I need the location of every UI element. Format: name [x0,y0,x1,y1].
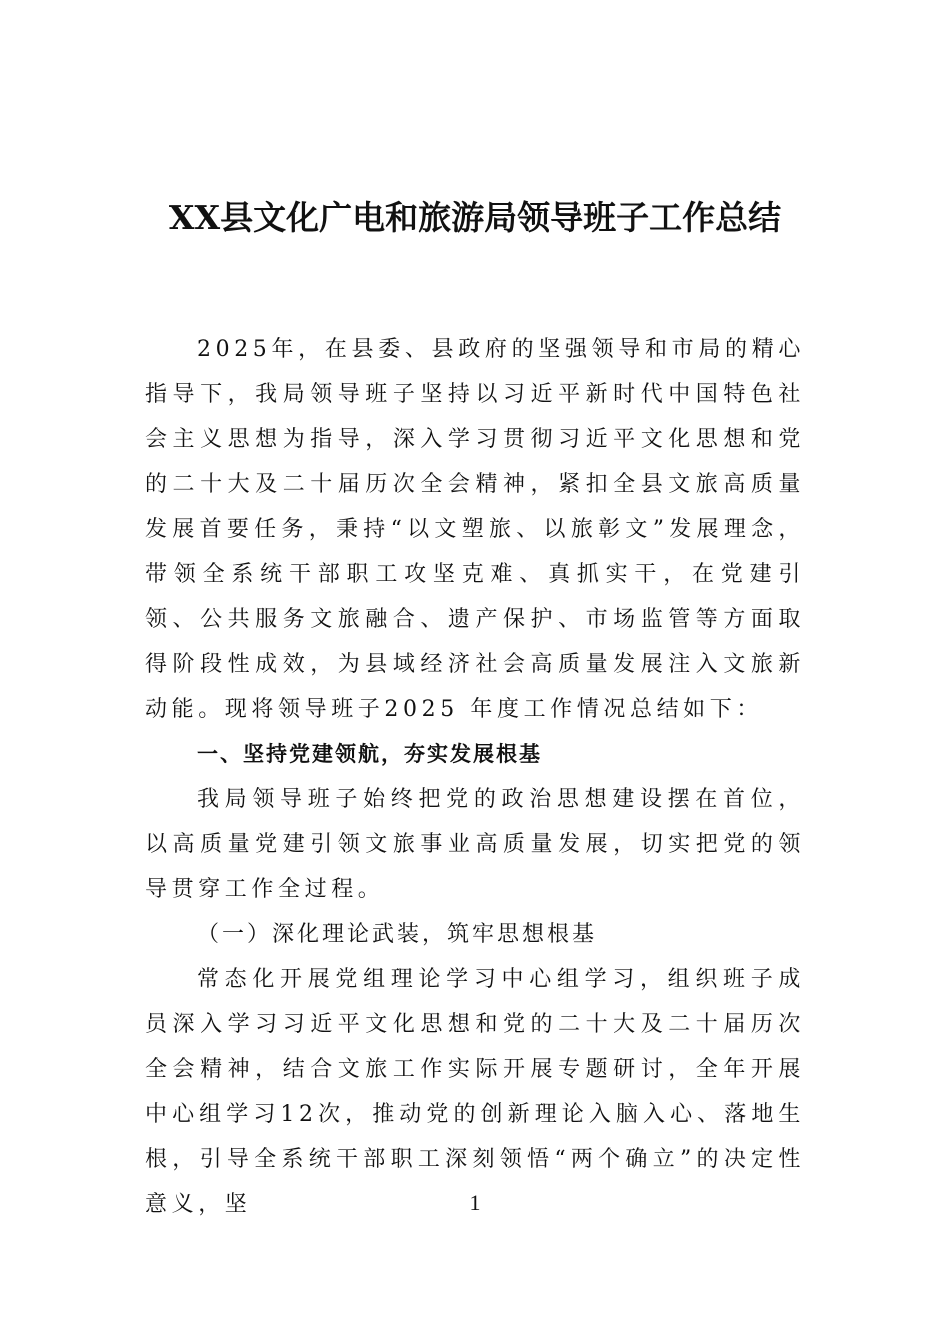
subsection-heading: （一）深化理论武装，筑牢思想根基 [197,922,598,947]
document-title: XX县文化广电和旅游局领导班子工作总结 [168,198,782,237]
document-body [145,327,805,1227]
subsection-paragraph: 常态化开展党组理论学习中心组学习，组织班子成员深入学习习近平文化思想和党的二十大及二十届历次全会精神，结合文旅工作实际开展专题研讨，全年开展中心组学习12次，推动党的创新理论入脑入心、落地生根，引导全系统干部职工深刻领悟“两个确立”的决定性意义，坚 [145,967,805,1217]
page-number: 1 [469,1190,481,1215]
section-paragraph: 我局领导班子始终把党的政治思想建设摆在首位，以高质量党建引领文旅事业高质量发展，切实把党的领导贯穿工作全过程。 [145,787,805,902]
intro-paragraph: 2025年，在县委、县政府的坚强领导和市局的精心指导下，我局领导班子坚持以习近平新时代中国特色社会主义思想为指导，深入学习贯彻习近平文化思想和党的二十大及二十届历次全会精神，紧扣全县文旅高质量发展首要任务，秉持“以文塑旅、以旅彰文”发展理念，带领全系统干部职工攻坚克难、真抓实干，在党建引领、公共服务文旅融合、遗产保护、市场监管等方面取得阶段性成效，为县域经济社会高质量发展注入文旅新动能。现将领导班子2025 年度工作情况总结如下： [145,337,805,722]
section-heading: 一、坚持党建领航，夯实发展根基 [197,742,542,766]
